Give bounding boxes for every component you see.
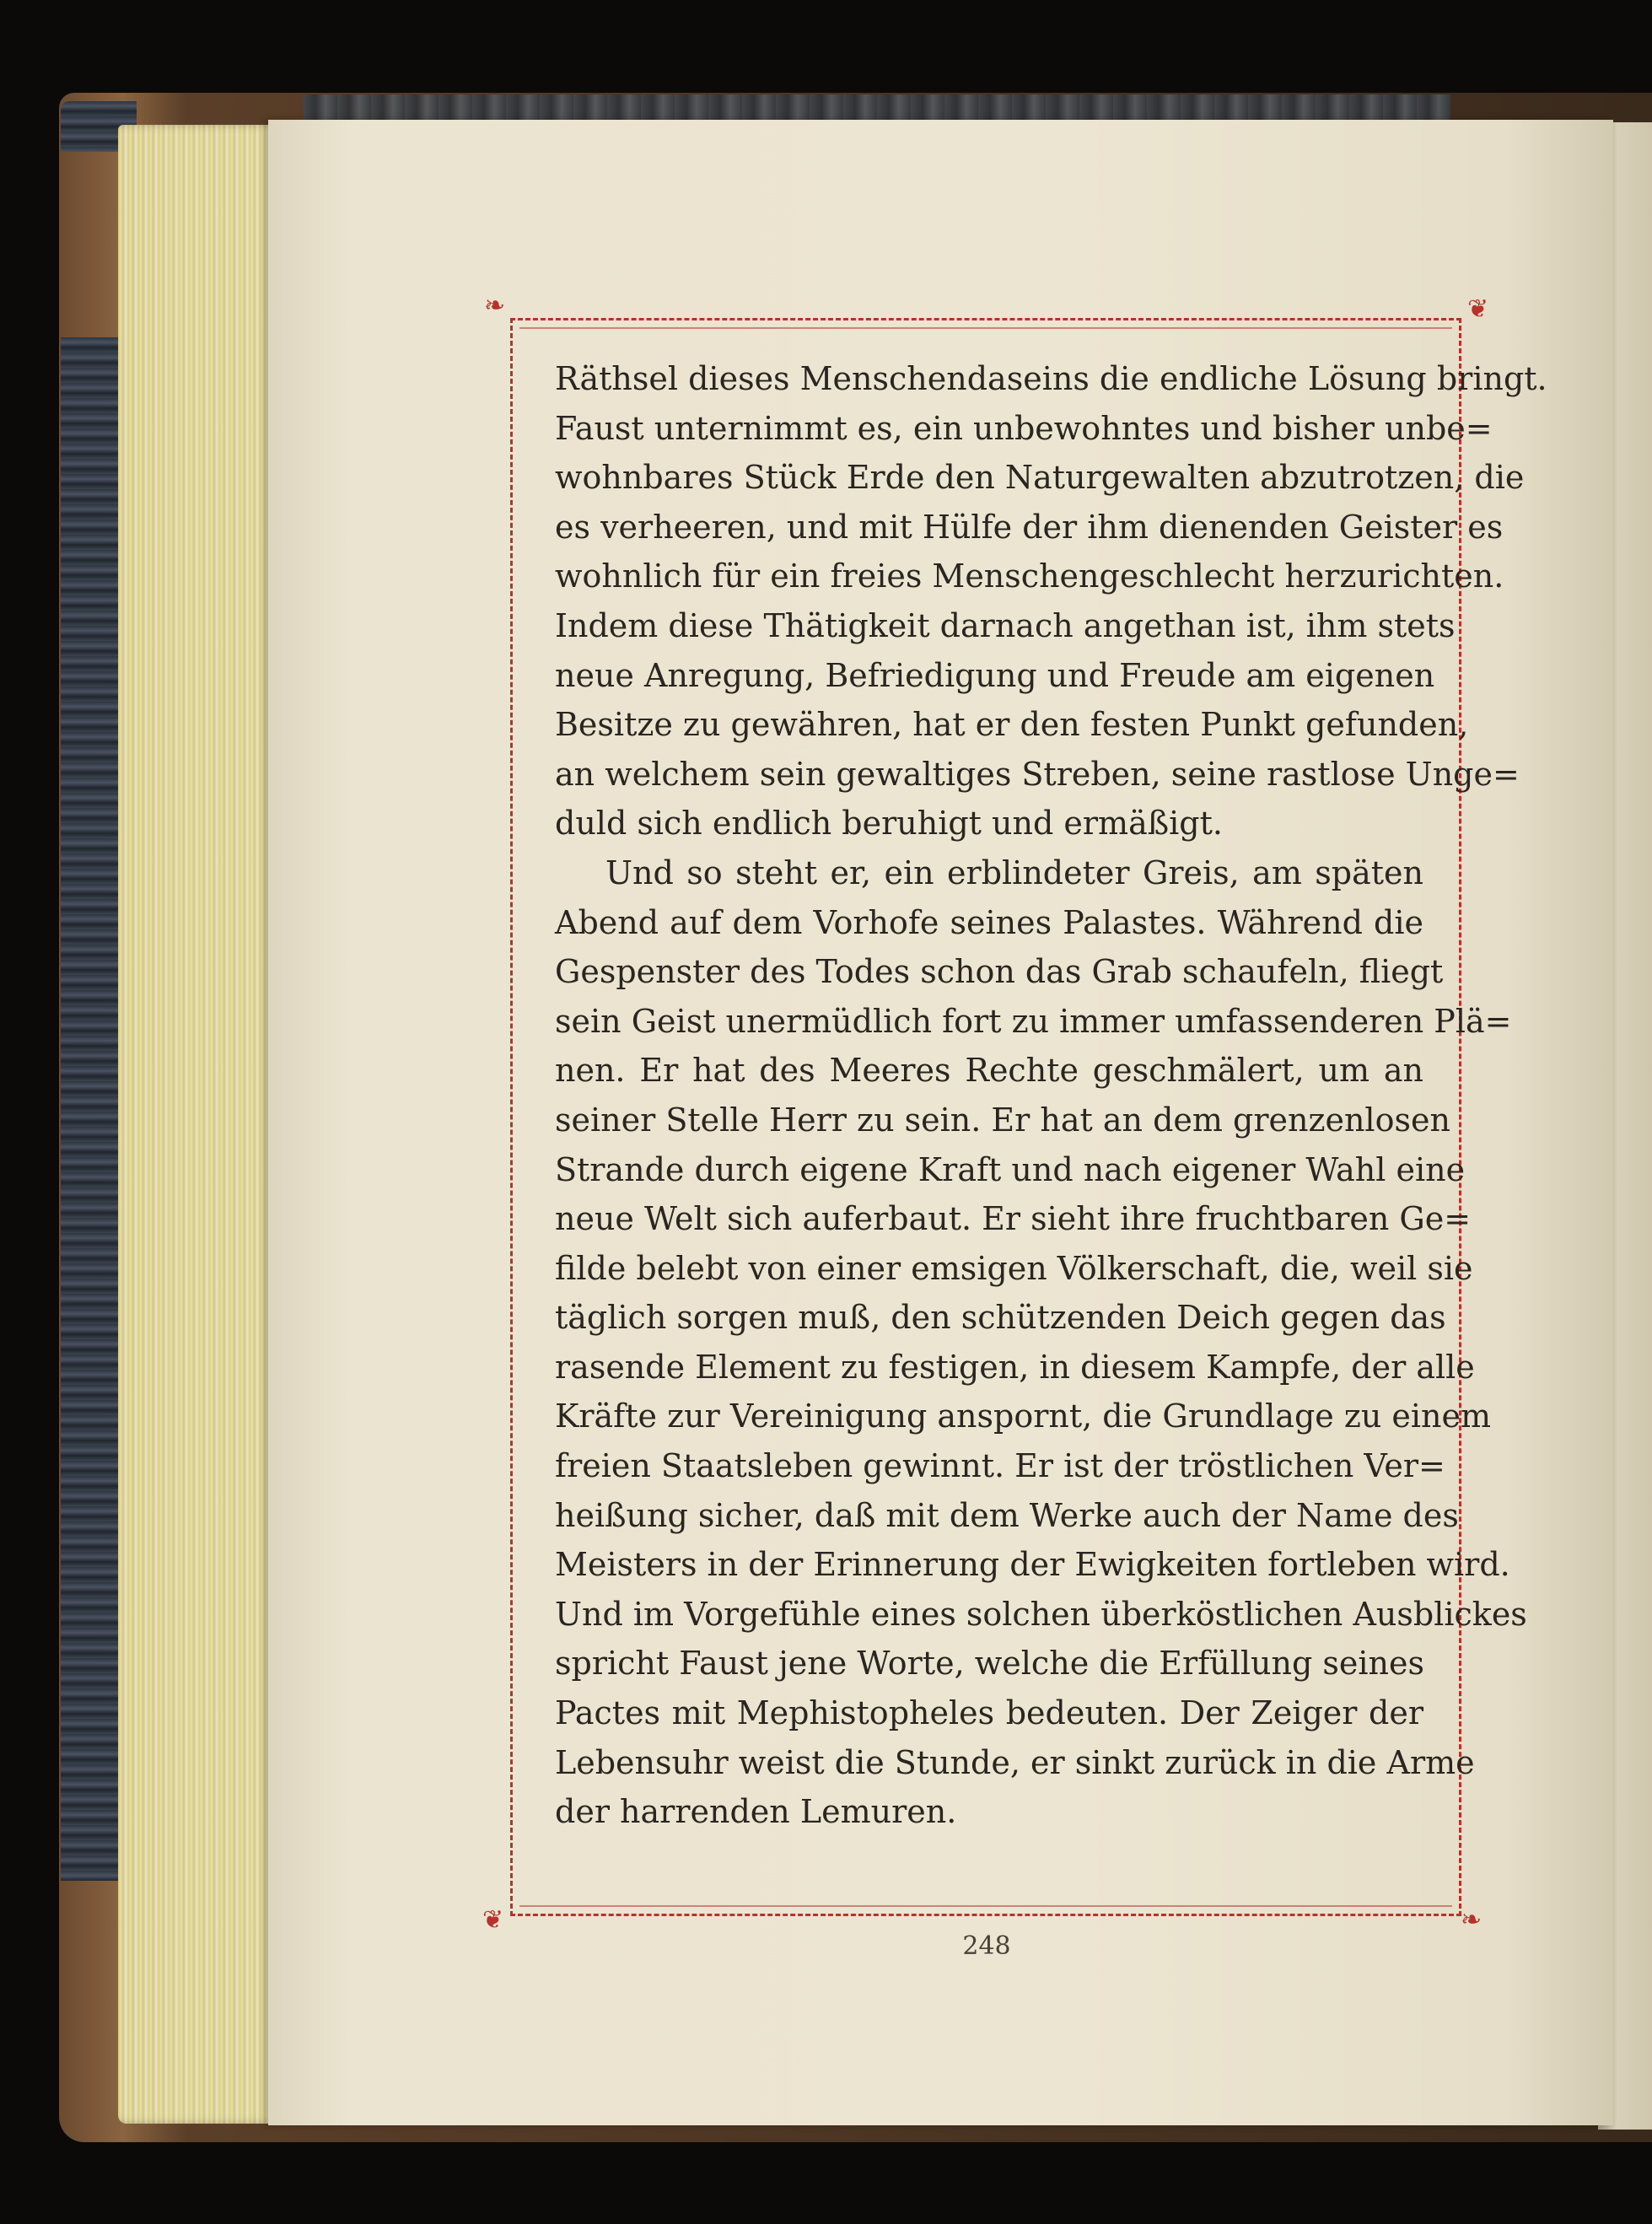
text-line: Faust unternimmt es, ein unbewohntes und bisher unbe= (555, 409, 1493, 447)
text-line: an welchem sein gewaltiges Streben, seine rastlose Unge= (555, 755, 1520, 793)
text-line: duld sich endlich beruhigt und ermäßigt. (555, 805, 1223, 843)
text-line: Indem diese Thätigkeit darnach angethan ist, ihm stets (555, 606, 1456, 644)
text-line: Räthsel dieses Menschendaseins die endliche Lösung bringt. (555, 360, 1547, 397)
frame-ornament-top-left-icon: ❧ (484, 291, 506, 320)
text-line: täglich sorgen muß, den schützenden Deich gegen das (555, 1299, 1446, 1337)
frame-ornament-bottom-left-icon: ❦ (482, 1905, 504, 1935)
text-line: Lebensuhr weist die Stunde, er sinkt zurück in die Arme (555, 1743, 1475, 1781)
page-text (555, 354, 1547, 1837)
text-line: heißung sicher, daß mit dem Werke auch der Name des (555, 1496, 1459, 1534)
text-line: Gespenster des Todes schon das Grab schaufeln, fliegt (555, 953, 1444, 991)
text-line: es verheeren, und mit Hülfe der ihm dienenden Geister es (555, 508, 1504, 546)
text-line: Pactes mit Mephistopheles bedeuten. Der Zeiger der (555, 1694, 1423, 1732)
text-line: rasende Element zu festigen, in diesem Kampfe, der alle (555, 1348, 1475, 1386)
frame-ornament-bottom-right-icon: ❧ (1461, 1905, 1482, 1935)
text-line: neue Welt sich auferbaut. Er sieht ihre fruchtbaren Ge= (555, 1200, 1472, 1238)
text-line: der harrenden Lemuren. (555, 1793, 957, 1831)
text-line: Und im Vorgefühle eines solchen überköstlichen Ausblickes (555, 1595, 1527, 1633)
text-line: Strande durch eigene Kraft und nach eigener Wahl eine (555, 1150, 1466, 1188)
text-line: Meisters in der Erinnerung der Ewigkeiten fortleben wird. (555, 1546, 1510, 1584)
text-line: seiner Stelle Herr zu sein. Er hat an dem grenzenlosen (555, 1101, 1450, 1139)
text-line: Kräfte zur Vereinigung anspornt, die Grundlage zu einem (555, 1397, 1492, 1435)
text-line: Besitze zu gewähren, hat er den festen Punkt gefunden, (555, 706, 1469, 744)
text-line: sein Geist unermüdlich fort zu immer umfassenderen Plä= (555, 1002, 1512, 1040)
text-line: wohnlich für ein freies Menschengeschlecht herzurichten. (555, 557, 1504, 595)
frame-ornament-top-right-icon: ❦ (1467, 294, 1489, 324)
text-line: Und so steht er, ein erblindeter Greis, am späten (605, 854, 1423, 891)
text-line: spricht Faust jene Worte, welche die Erfüllung seines (555, 1645, 1425, 1683)
text-line: filde belebt von einer emsigen Völkerschaft, die, weil sie (555, 1249, 1473, 1287)
text-line: freien Staatsleben gewinnt. Er ist der tröstlichen Ver= (555, 1447, 1445, 1485)
page-edges (118, 125, 287, 2124)
text-line: wohnbares Stück Erde den Naturgewalten abzutrotzen, die (555, 459, 1525, 497)
text-line: nen. Er hat des Meeres Rechte geschmälert, um an (555, 1052, 1423, 1090)
text-line: Abend auf dem Vorhofe seines Palastes. Während die (555, 903, 1423, 941)
page-number: 248 (962, 1931, 1011, 1961)
text-line: neue Anregung, Befriedigung und Freude am eigenen (555, 656, 1435, 694)
